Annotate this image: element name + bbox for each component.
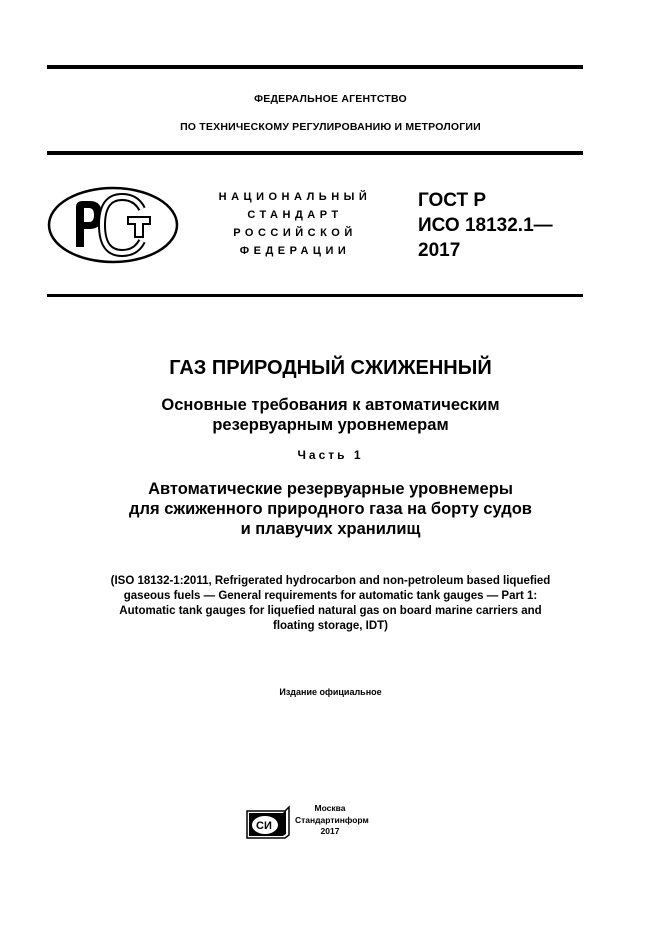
document-title: ГАЗ ПРИРОДНЫЙ СЖИЖЕННЫЙ: [169, 357, 492, 379]
designation-line: ИСО 18132.1—: [418, 215, 553, 236]
part-number: Часть 1: [297, 448, 364, 462]
national-standard-label: [205, 188, 385, 260]
iso-reference-line: floating storage, IDT): [273, 620, 388, 632]
agency-name-line1: ФЕДЕРАЛЬНОЕ АГЕНТСТВО: [254, 93, 407, 105]
publisher-info: [295, 803, 369, 838]
national-standard-line: ФЕДЕРАЦИИ: [239, 245, 351, 257]
national-standard-line: СТАНДАРТ: [247, 209, 343, 221]
standard-block-bottom-rule: [47, 294, 583, 297]
subtitle-line: Основные требования к автоматическим: [161, 396, 500, 414]
designation-line: 2017: [418, 240, 461, 261]
gost-r-certification-mark-icon: [46, 185, 180, 265]
iso-reference-line: (ISO 18132-1:2011, Refrigerated hydrocarbon and non-petroleum based liquefied: [110, 575, 551, 587]
subtitle-line: резервуарным уровнемерам: [212, 416, 449, 434]
iso-reference-line: gaseous fuels — General requirements for automatic tank gauges — Part 1:: [123, 590, 538, 602]
part-title-line: для сжиженного природного газа на борту судов: [129, 500, 532, 518]
part-title-line: и плавучих хранилищ: [240, 520, 421, 538]
standard-designation: [418, 188, 553, 263]
top-rule: [47, 65, 583, 69]
agency-name-line2: ПО ТЕХНИЧЕСКОМУ РЕГУЛИРОВАНИЮ И МЕТРОЛОГИИ: [180, 121, 481, 133]
edition-label: Издание официальное: [279, 687, 382, 697]
part-title-line: Автоматические резервуарные уровнемеры: [148, 480, 513, 498]
svg-text:СИ: СИ: [256, 820, 272, 832]
header-bottom-rule: [47, 151, 583, 155]
standartinform-logo-icon: [245, 805, 291, 840]
iso-reference: [0, 574, 661, 634]
iso-reference-line: Automatic tank gauges for liquefied natural gas on board marine carriers and: [119, 605, 542, 617]
publisher-name: Стандартинформ: [295, 814, 369, 825]
publisher-year: 2017: [320, 826, 340, 836]
national-standard-line: РОССИЙСКОЙ: [233, 227, 357, 239]
publisher-city: Москва: [314, 803, 346, 813]
designation-line: ГОСТ Р: [418, 190, 487, 211]
part-title: [0, 479, 661, 539]
national-standard-line: НАЦИОНАЛЬНЫЙ: [218, 191, 372, 203]
document-subtitle: [0, 395, 661, 435]
